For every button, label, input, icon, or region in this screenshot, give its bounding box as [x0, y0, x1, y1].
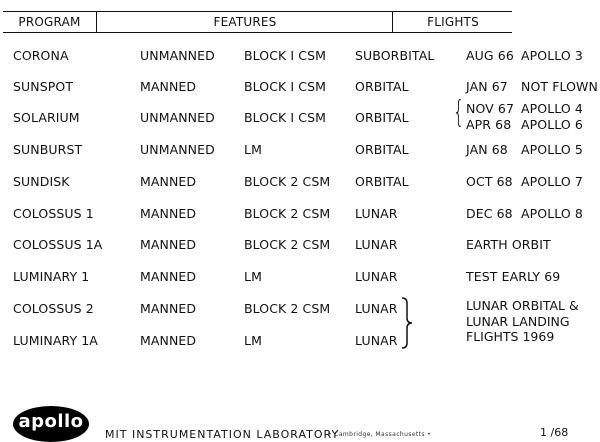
crew-type: MANNED — [140, 79, 197, 94]
mission-type: ORBITAL — [355, 110, 409, 125]
grouped-flight-note — [466, 298, 579, 345]
flight-date: JAN 68 — [466, 142, 508, 157]
crew-type: UNMANNED — [140, 48, 215, 63]
header-features: FEATURES — [96, 12, 393, 32]
table-row — [0, 206, 600, 226]
flight-note: EARTH ORBIT — [466, 237, 551, 252]
header-program: PROGRAM — [18, 15, 81, 29]
program-name: CORONA — [13, 48, 69, 63]
mission-type: LUNAR — [355, 301, 398, 316]
table-row — [0, 48, 600, 68]
apollo-logo: apollo — [13, 406, 89, 442]
mission-type: ORBITAL — [355, 142, 409, 157]
crew-type: MANNED — [140, 206, 197, 221]
vehicle: LM — [244, 333, 262, 348]
table-subrow — [0, 117, 600, 137]
flight-name: NOT FLOWN — [521, 79, 598, 94]
flight-date: JAN 67 — [466, 79, 508, 94]
table-row — [0, 269, 600, 289]
mission-type: LUNAR — [355, 333, 398, 348]
program-name: SUNSPOT — [13, 79, 74, 94]
vehicle: BLOCK I CSM — [244, 79, 327, 94]
flight-name: APOLLO 6 — [521, 117, 583, 132]
flight-date: AUG 66 — [466, 48, 514, 63]
page-number: 1 /68 — [540, 426, 569, 439]
vehicle: BLOCK 2 CSM — [244, 206, 331, 221]
flight-note: TEST EARLY 69 — [466, 269, 561, 284]
lab-location: • Cambridge, Massachusetts • — [328, 431, 432, 438]
vehicle: LM — [244, 269, 262, 284]
program-name: LUMINARY 1A — [13, 333, 98, 348]
crew-type: UNMANNED — [140, 142, 215, 157]
crew-type: MANNED — [140, 269, 197, 284]
table-row — [0, 174, 600, 194]
program-name: LUMINARY 1 — [13, 269, 90, 284]
mission-type: SUBORBITAL — [355, 48, 435, 63]
flight-name: APOLLO 4 — [521, 101, 583, 116]
flight-name: APOLLO 3 — [521, 48, 583, 63]
flight-date: APR 68 — [466, 117, 512, 132]
mission-type: ORBITAL — [355, 79, 409, 94]
right-brace — [401, 297, 413, 349]
lab-name: MIT INSTRUMENTATION LABORATORY — [105, 428, 340, 441]
crew-type: MANNED — [140, 174, 197, 189]
flight-name: APOLLO 7 — [521, 174, 583, 189]
program-name: SOLARIUM — [13, 110, 80, 125]
vehicle: LM — [244, 142, 262, 157]
crew-type: MANNED — [140, 301, 197, 316]
vehicle: BLOCK 2 CSM — [244, 237, 331, 252]
note-line: FLIGHTS 1969 — [466, 329, 555, 344]
program-name: COLOSSUS 1 — [13, 206, 94, 221]
crew-type: MANNED — [140, 333, 197, 348]
mission-type: ORBITAL — [355, 174, 409, 189]
mission-type: LUNAR — [355, 269, 398, 284]
note-line: LUNAR LANDING — [466, 313, 570, 329]
program-name: SUNDISK — [13, 174, 70, 189]
flight-date: OCT 68 — [466, 174, 513, 189]
program-name: COLOSSUS 2 — [13, 301, 94, 316]
mission-type: LUNAR — [355, 237, 398, 252]
table-row — [0, 142, 600, 162]
program-name: COLOSSUS 1A — [13, 237, 103, 252]
mission-type: LUNAR — [355, 206, 398, 221]
vehicle: BLOCK 2 CSM — [244, 301, 331, 316]
vehicle: BLOCK I CSM — [244, 110, 327, 125]
left-brace: { — [452, 95, 465, 130]
table-header — [3, 11, 512, 33]
flight-date: DEC 68 — [466, 206, 513, 221]
vehicle: BLOCK 2 CSM — [244, 174, 331, 189]
crew-type: MANNED — [140, 237, 197, 252]
crew-type: UNMANNED — [140, 110, 215, 125]
flight-date: NOV 67 — [466, 101, 514, 116]
table-row — [0, 237, 600, 257]
header-flights: FLIGHTS — [392, 12, 513, 32]
vehicle: BLOCK I CSM — [244, 48, 327, 63]
note-line: LUNAR ORBITAL & — [466, 298, 579, 313]
program-name: SUNBURST — [13, 142, 83, 157]
flight-name: APOLLO 8 — [521, 206, 583, 221]
flight-name: APOLLO 5 — [521, 142, 583, 157]
table-row — [0, 79, 600, 99]
